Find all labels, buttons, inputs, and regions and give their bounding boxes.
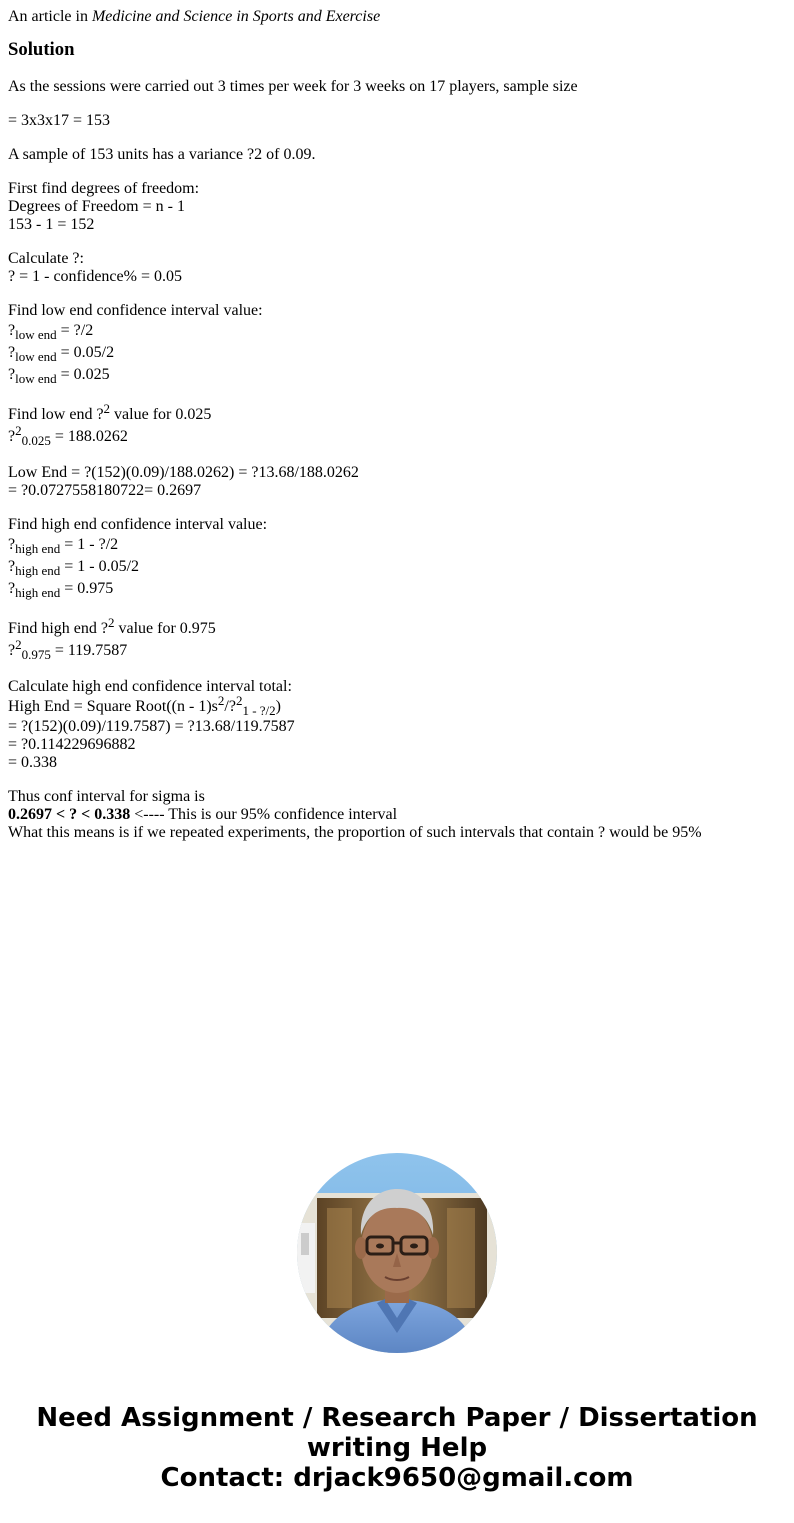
high-ci-row-3: $?_{high end} = 0.975$ xyxy=(8,580,114,600)
low-ci-row-2: $?_{low end} = 0.05/2$ xyxy=(8,344,115,364)
low-ci-row-3: $?_{low end} = 0.025$ xyxy=(8,366,110,386)
conclusion-title: Thus conf interval for sigma is xyxy=(8,788,205,805)
help-banner-line-2: writing Help xyxy=(306,1433,488,1463)
high-ci-title: Find high end confidence interval value: xyxy=(8,516,268,533)
high-chi-value: ?$^2_{0.975}$ = 119.7587 xyxy=(8,637,128,662)
degrees-of-freedom-block xyxy=(8,180,788,234)
author-photo xyxy=(297,1153,497,1353)
low-end-block xyxy=(8,464,788,500)
confidence-interval-line xyxy=(8,806,788,824)
high-end-block xyxy=(8,678,788,772)
portrait-image xyxy=(297,1153,497,1353)
low-chi-title: Find low end ?$^2$ value for 0.025 xyxy=(8,401,212,423)
high-ci-row-2: $?_{high end} = 1 - 0.05/2$ xyxy=(8,558,140,578)
high-ci-row-1: $?_{high end} = 1$ - ?/2 xyxy=(8,536,119,556)
variance-text: A sample of 153 units has a variance ?2 of 0.09. xyxy=(8,146,316,163)
sample-size-text: As the sessions were carried out 3 times per week for 3 weeks on 17 players, sample size xyxy=(8,78,578,95)
confidence-interval-note: <---- This is our 95% confidence interval xyxy=(130,806,398,823)
high-end-result: = 0.338 xyxy=(8,754,58,771)
high-end-sqrt: = ?0.114229696882 xyxy=(8,736,136,753)
help-banner-line-1: Need Assignment / Research Paper / Dissertation xyxy=(36,1403,758,1433)
alpha-result: ? = 1 - confidence% = 0.05 xyxy=(8,268,182,285)
low-ci-row-1: $?_{low end}$ = ?/2 xyxy=(8,322,94,342)
interpretation-text: What this means is if we repeated experiments, the proportion of such intervals that contain ? would be 95% xyxy=(8,824,702,841)
solution-heading: Solution xyxy=(8,39,75,60)
help-banner xyxy=(0,1403,794,1493)
low-end-result: = ?0.0727558180722= 0.2697 xyxy=(8,482,202,499)
high-chi-block xyxy=(8,615,788,662)
dof-title: First find degrees of freedom: xyxy=(8,180,200,197)
low-end-calc: Low End = ?(152)(0.09)/188.0262) = ?13.68/188.0262 xyxy=(8,464,359,481)
high-end-formula: High End = Square Root((n - $1)s^2/?^2_{1 - ?/2}$) xyxy=(8,693,281,718)
low-ci-block xyxy=(8,302,788,386)
alpha-block xyxy=(8,250,788,286)
article-body xyxy=(8,0,788,842)
low-chi-value: ?$^2_{0.025}$ = 188.0262 xyxy=(8,423,128,448)
low-chi-block xyxy=(8,401,788,448)
alpha-title: Calculate ?: xyxy=(8,250,84,267)
high-end-calc: = ?(152)(0.09)/119.7587) = ?13.68/119.7587 xyxy=(8,718,295,735)
high-end-title: Calculate high end confidence interval total: xyxy=(8,678,292,695)
confidence-interval-value: 0.2697 < ? < 0.338 xyxy=(8,806,131,823)
dof-result: 153 - 1 = 152 xyxy=(8,216,95,233)
intro-prefix: An article in xyxy=(8,8,92,25)
conclusion-block xyxy=(8,788,788,842)
high-chi-title: Find high end ?$^2$ value for 0.975 xyxy=(8,615,216,637)
high-ci-block xyxy=(8,516,788,600)
intro-line xyxy=(8,8,788,26)
dof-formula: Degrees of Freedom = n - 1 xyxy=(8,198,185,215)
journal-title: Medicine and Science in Sports and Exercise xyxy=(91,8,381,25)
contact-email: Contact: drjack9650@gmail.com xyxy=(160,1463,634,1493)
sample-size-calc: = 3x3x17 = 153 xyxy=(8,112,111,129)
low-ci-title: Find low end confidence interval value: xyxy=(8,302,263,319)
